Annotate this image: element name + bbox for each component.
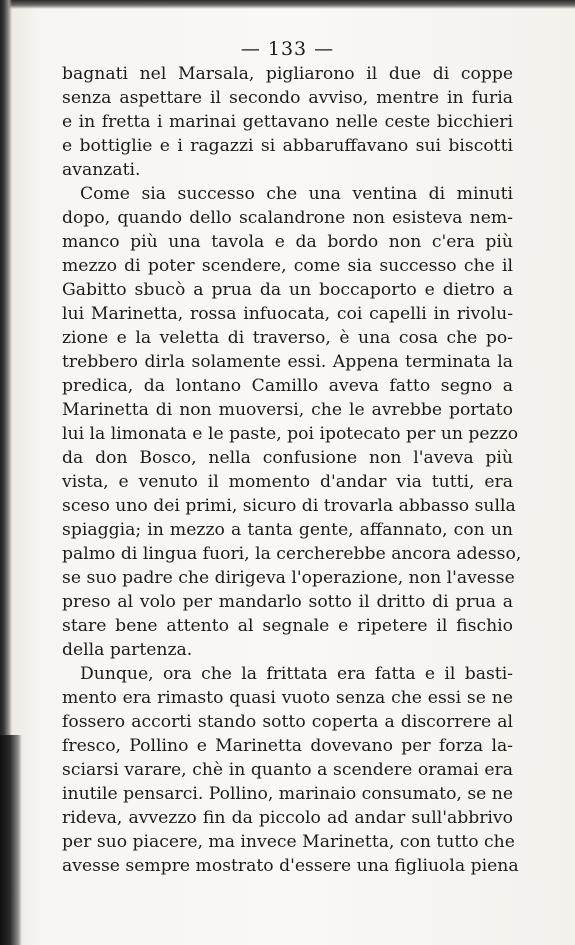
text-line: da don Bosco, nella confusione non l'aveva più xyxy=(62,448,513,468)
text-line: sceso uno dei primi, sicuro di trovarla abbasso sulla xyxy=(62,496,516,516)
text-line: palmo di lingua fuori, la cercherebbe ancora adesso, xyxy=(62,544,522,564)
text-line: lui la limonata e le paste, poi ipotecato per un pezzo xyxy=(62,424,519,444)
text-line: sciarsi varare, chè in quanto a scendere oramai era xyxy=(62,760,513,780)
text-line: lui Marinetta, rossa infuocata, coi capelli in rivolu- xyxy=(62,304,513,324)
page-binding-shadow xyxy=(0,735,22,945)
text-line: spiaggia; in mezzo a tanta gente, affannato, con un xyxy=(62,520,513,540)
text-line: se suo padre che dirigeva l'operazione, non l'avesse xyxy=(62,568,515,588)
text-line: avesse sempre mostrato d'essere una figliuola piena xyxy=(62,856,519,876)
text-line: Dunque, ora che la frittata era fatta e il basti- xyxy=(80,664,513,684)
text-line: e in fretta i marinai gettavano nelle ceste bicchieri xyxy=(62,112,513,132)
text-line: della partenza. xyxy=(62,640,193,660)
text-line: rideva, avvezzo fin da piccolo ad andar sull'abbrivo xyxy=(62,808,513,828)
text-line: manco più una tavola e da bordo non c'era più xyxy=(62,232,513,252)
text-line: preso al volo per mandarlo sotto il dritto di prua a xyxy=(62,592,513,612)
text-line: dopo, quando dello scalandrone non esisteva nem- xyxy=(62,208,513,228)
text-line: zione e la veletta di traverso, è una cosa che po- xyxy=(62,328,513,348)
text-line: inutile pensarci. Pollino, marinaio consumato, se ne xyxy=(62,784,514,804)
text-line: predica, da lontano Camillo aveva fatto segno a xyxy=(62,376,513,396)
text-line: vista, e venuto il momento d'andar via tutti, era xyxy=(62,472,513,492)
text-line: Come sia successo che una ventina di minuti xyxy=(80,184,513,204)
text-line: fresco, Pollino e Marinetta dovevano per forza la- xyxy=(62,736,513,756)
text-line: per suo piacere, ma invece Marinetta, con tutto che xyxy=(62,832,515,852)
text-line: mento era rimasto quasi vuoto senza che essi se ne xyxy=(62,688,513,708)
text-line: e bottiglie e i ragazzi si abbaruffavano sui biscotti xyxy=(62,136,513,156)
text-line: bagnati nel Marsala, pigliarono il due di coppe xyxy=(62,64,513,84)
text-line: mezzo di poter scendere, come sia successo che il xyxy=(62,256,513,276)
text-line: trebbero dirla solamente essi. Appena terminata la xyxy=(62,352,513,372)
text-line: avanzati. xyxy=(62,160,141,180)
text-line: Gabitto sbucò a prua da un boccaporto e dietro a xyxy=(62,280,513,300)
text-line: senza aspettare il secondo avviso, mentre in furia xyxy=(62,88,513,108)
page-number: — 133 — xyxy=(240,38,335,60)
text-line: Marinetta di non muoversi, che le avrebbe portato xyxy=(62,400,513,420)
text-line: fossero accorti stando sotto coperta a discorrere al xyxy=(62,712,513,732)
page-top-edge xyxy=(0,0,575,9)
text-line: stare bene attento al segnale e ripetere il fischio xyxy=(62,616,513,636)
